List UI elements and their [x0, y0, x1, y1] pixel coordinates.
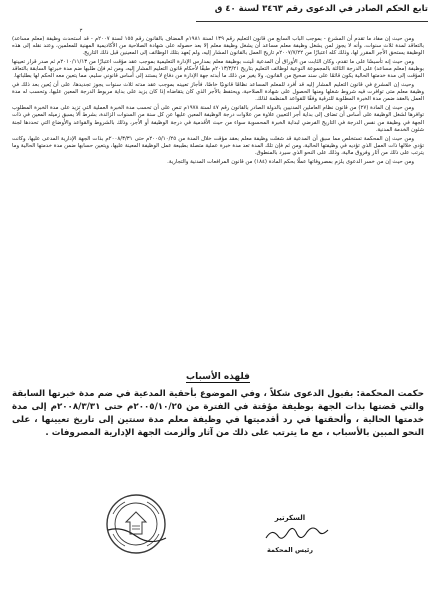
document-header: تابع الحكم الصادر في الدعوى رقم ٣٤٦٣ لسنة ٤٠ ق: [214, 4, 428, 14]
signature-name: رئيس المحكمة: [266, 546, 314, 554]
signature-title: السكرتير: [274, 514, 306, 522]
verdict-section: [12, 388, 424, 440]
paragraph: ومن حيث إن من خسر الدعوى يلزم بمصروفاتها عملًا بحكم المادة (١٨٤) من قانون المرافعات المدنية والتجارية.: [167, 158, 414, 165]
handwritten-signature: [262, 526, 332, 544]
verdict-heading: فلهذه الأسباب: [186, 372, 250, 382]
paragraph: ومن حيث إنه تأسيسًا على ما تقدم، وكان الثابت من الأوراق أن المدعية عُينت بوظيفة معلم بمدارس الإدارة التعليمية بموجب عقد مؤقت اعتبارًا من ٢٠١٠/١١/١٣م ثم صدر قرار تعيينها بوظيفة (معلم مساعد) على الدرجة الثالثة بالمجموعة النوعية لوظائف التعليم بتاريخ ٢٠١٣/٣/٢١م طبقًا لأحكام قانون التعليم المشار إليه، ومن ثم فإن طلبها ضم مدة خبرتها السابقة بالتعاقد المؤقت إلى مدة خدمتها الحالية يكون قائمًا على سند صحيح من القانون، ولا يغير من ذلك ما أبدته جهة الإدارة من دفاع لا يستند إلى أساس قانوني سليم، مما يتعين معه الحكم لها بطلباتها.: [12, 59, 424, 80]
paragraph: ومن حيث إن المحكمة تستخلص مما سبق أن المدعية قد شغلت وظيفة معلم بعقد مؤقت خلال المدة من ٢٠٠٥/١٠/٢٥م حتى ٢٠٠٨/٣/٣١م بذات الجهة الإدارية المدعى عليها، وكانت تؤدي خلالها ذات العمل الذي تؤديه في وظيفتها الحالية، ومن ثم فإن تلك المدة تعد مدة خبرة عملية متصلة بطبيعة عمل الوظيفة المعينة عليها، ويتعين حسابها ضمن مدة خدمتها الحالية وما يترتب على ذلك من آثار وفروق مالية، وذلك على النحو الذي سيرد بالمنطوق.: [12, 135, 424, 156]
judgment-body: [12, 36, 424, 167]
verdict-text: حكمت المحكمة: بقبول الدعوى شكلاً ، وفي الموضوع بأحقية المدعية في ضم مدة خبرتها السابقة والتي قضتها بذات الجهة بوظيفة مؤقتة في الفترة من ٢٠٠٥/١٠/٢٥م حتى ٢٠٠٨/٣/٣١م إلى مدة خدمتها الحالية ، وألحقتها في رد أقدميتها في وظيفة معلم مدة سنتين إلى تاريخ تعيينها ، على النحو المبين بالأسباب ، مع ما يترتب على ذلك من آثار وألزمت الجهة الإدارية المصروفات .: [12, 389, 424, 438]
paragraph: ومن حيث إن مفاد ما تقدم أن المشرع - بموجب الباب السابع من قانون التعليم رقم ١٣٩ لسنة ١٩٨١م المضاف بالقانون رقم ١٥٥ لسنة ٢٠٠٧م - قد استحدث وظيفة (معلم مساعد) بالتعاقد لمدة ثلاث سنوات، وأنه لا يجوز لمن يشغل وظيفة معلم مساعد أن يشغل وظيفة معلم إلا بعد حصوله على شهادة الصلاحية من الأكاديمية المهنية للمعلمين، وعند نقله إلى هذه الوظيفة يستحق الأجر المقرر لها، وذلك كله اعتبارًا من ٢٠٠٧/٧/٢٢م تاريخ العمل بالقانون المشار إليه، ولم يُعهد بتلك الوظائف إلى المعينين قبل ذلك التاريخ.: [12, 36, 424, 57]
page-marker: ٣: [79, 28, 83, 34]
header-divider: [196, 21, 428, 22]
court-seal-stamp: [104, 492, 168, 556]
signature-block: [248, 512, 332, 572]
paragraph: ومن حيث إن المادة (٢٧) من قانون نظام العاملين المدنيين بالدولة الصادر بالقانون رقم ٤٧ لسنة ١٩٧٨م تنص على أن تحسب مدة الخبرة العملية التي تزيد على مدة الخبرة المطلوب توافرها لشغل الوظيفة على أساس أن تضاف إلى بداية أجر التعيين علاوة من علاوات درجة الوظيفة المعين عليها عن كل سنة من السنوات الزائدة، بشرط ألا يسبق زميله المعين في ذات الجهة في وظيفة من نفس الدرجة في التاريخ الفرضي لبداية الخبرة المحسوبة سواء من حيث الأقدمية في درجة الوظيفة أو الأجر، وذلك بالشروط والقواعد والأوضاع التي تحددها لجنة شئون الخدمة المدنية.: [12, 105, 424, 133]
paragraph: وحيث إن المشرع في قانون التعليم المشار إليه قد أفرد للمعلم المساعد نظامًا قانونيًا خاصًا، فأجاز تعيينه بموجب عقد مدته ثلاث سنوات يجوز تجديدها، على أن يُعين بعد ذلك في وظيفة معلم متى توافرت فيه شروط شغلها ومنها الحصول على شهادة الصلاحية، ويحتفظ بالأجر الذي كان يتقاضاه إذا كان يزيد على بداية مربوط الدرجة المعين عليها، وتحسب له مدة العمل بالعقد ضمن مدة الخبرة المطلوبة للترقية وفقًا للقواعد المنظمة لذلك.: [12, 82, 424, 103]
